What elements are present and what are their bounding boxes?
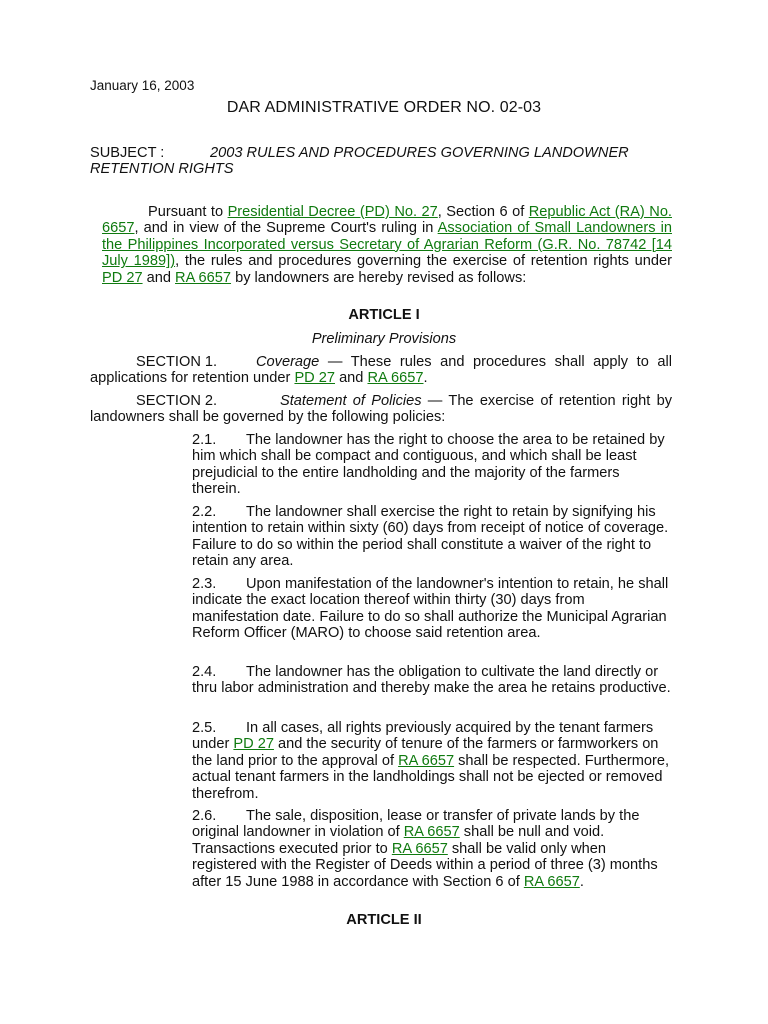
clause-number: 2.3. [192,576,217,592]
document-date: January 16, 2003 [90,78,195,93]
link-ra6657[interactable]: RA 6657 [175,269,232,286]
link-ra6657[interactable]: RA 6657 [367,370,424,387]
intro-text-5: and [142,269,176,286]
link-ra6657[interactable]: RA 6657 [403,824,460,841]
intro-text-4: , the rules and procedures governing the exercise of retention rights under [175,253,673,270]
clause-text-1: The sale, disposition, lease or transfer of private lands by the original landowner in violation of [192,808,640,841]
clause-number: 2.5. [192,720,217,736]
order-title: DAR ADMINISTRATIVE ORDER NO. 02-03 [226,99,542,116]
link-pd27[interactable]: PD 27 [102,269,143,286]
section-1-text-3: . [423,370,428,387]
clause-2-4 [192,664,672,697]
section-1-number: SECTION 1. [136,354,218,370]
clause-number: 2.2. [192,504,217,520]
clause-2-6 [192,808,672,890]
intro-text-2: , Section 6 of [437,204,529,220]
article-2-heading: ARTICLE II [346,912,422,928]
clause-text-4: . [579,873,584,890]
section-2-number: SECTION 2. [136,393,218,409]
link-ra6657-full[interactable]: Republic Act (RA) No. 6657 [102,204,672,237]
clause-text: The landowner has the right to choose the area to be retained by him which shall be compact and contiguous, and which shall be least prejudicial to the entire landholding and the majority of the farmers therein. [192,432,665,498]
section-1-text-1: — These rules and procedures shall apply to all applications for retention under [90,354,672,387]
clause-2-3 [192,576,672,642]
clause-text-2: and the security of tenure of the farmers or farmworkers on the land prior to the approval of [192,736,659,769]
link-pd27[interactable]: PD 27 [233,736,274,753]
clause-text-3: shall be respected. Furthermore, actual tenant farmers in the landholdings shall not be ejected or removed therefrom. [192,752,670,802]
link-ra6657[interactable]: RA 6657 [523,873,580,890]
section-1 [90,354,672,387]
clause-2-1 [192,432,672,498]
clause-number: 2.4. [192,664,217,680]
article-1-subheading: Preliminary Provisions [311,331,457,347]
intro-text-6: by landowners are hereby revised as follows: [231,269,527,286]
section-2 [90,393,672,426]
subject-line [90,145,650,178]
section-1-text-2: and [335,370,368,387]
clause-2-2 [192,504,672,570]
intro-text-1: Pursuant to [148,204,228,220]
section-2-title: Statement of Policies [280,393,422,409]
clause-number: 2.6. [192,808,217,824]
link-pd27-full[interactable]: Presidential Decree (PD) No. 27 [227,204,438,220]
subject-label: SUBJECT : [90,145,165,161]
clause-text: The landowner shall exercise the right to retain by signifying his intention to retain within sixty (60) days from receipt of notice of coverage. Failure to do so within the period shall constitute a waiver of the right to retain any area. [192,504,669,570]
link-ra6657[interactable]: RA 6657 [391,840,448,857]
link-case-association[interactable]: Association of Small Landowners in the Philippines Incorporated versus Secretary of Agrarian Reform (G.R. No. 78742 [14 July 1989]) [102,220,672,270]
section-2-text: — The exercise of retention right by landowners shall be governed by the following policies: [90,393,673,426]
link-pd27[interactable]: PD 27 [294,370,336,387]
clause-text: The landowner has the obligation to cultivate the land directly or thru labor administration and thereby make the area he retains productive. [192,664,671,697]
article-1-heading: ARTICLE I [348,307,420,323]
intro-paragraph [102,204,672,286]
clause-2-5 [192,720,672,802]
intro-text-3: , and in view of the Supreme Court's ruling in [134,220,438,237]
section-1-title: Coverage [256,354,320,370]
clause-text-1: In all cases, all rights previously acquired by the tenant farmers under [192,720,654,753]
clause-text-3: shall be valid only when registered with the Register of Deeds within a period of three (3) months after 15 June 1988 in accordance with Section 6 of [192,840,658,890]
clause-text-2: shall be null and void. Transactions executed prior to [192,824,605,857]
link-ra6657[interactable]: RA 6657 [398,752,455,769]
clause-text: Upon manifestation of the landowner's intention to retain, he shall indicate the exact location thereof within thirty (30) days from manifestation date. Failure to do so shall authorize the Municipal Agrarian Reform Officer (MARO) to choose said retention area. [192,576,669,642]
clause-number: 2.1. [192,432,217,448]
subject-text: 2003 RULES AND PROCEDURES GOVERNING LANDOWNER RETENTION RIGHTS [90,145,629,178]
